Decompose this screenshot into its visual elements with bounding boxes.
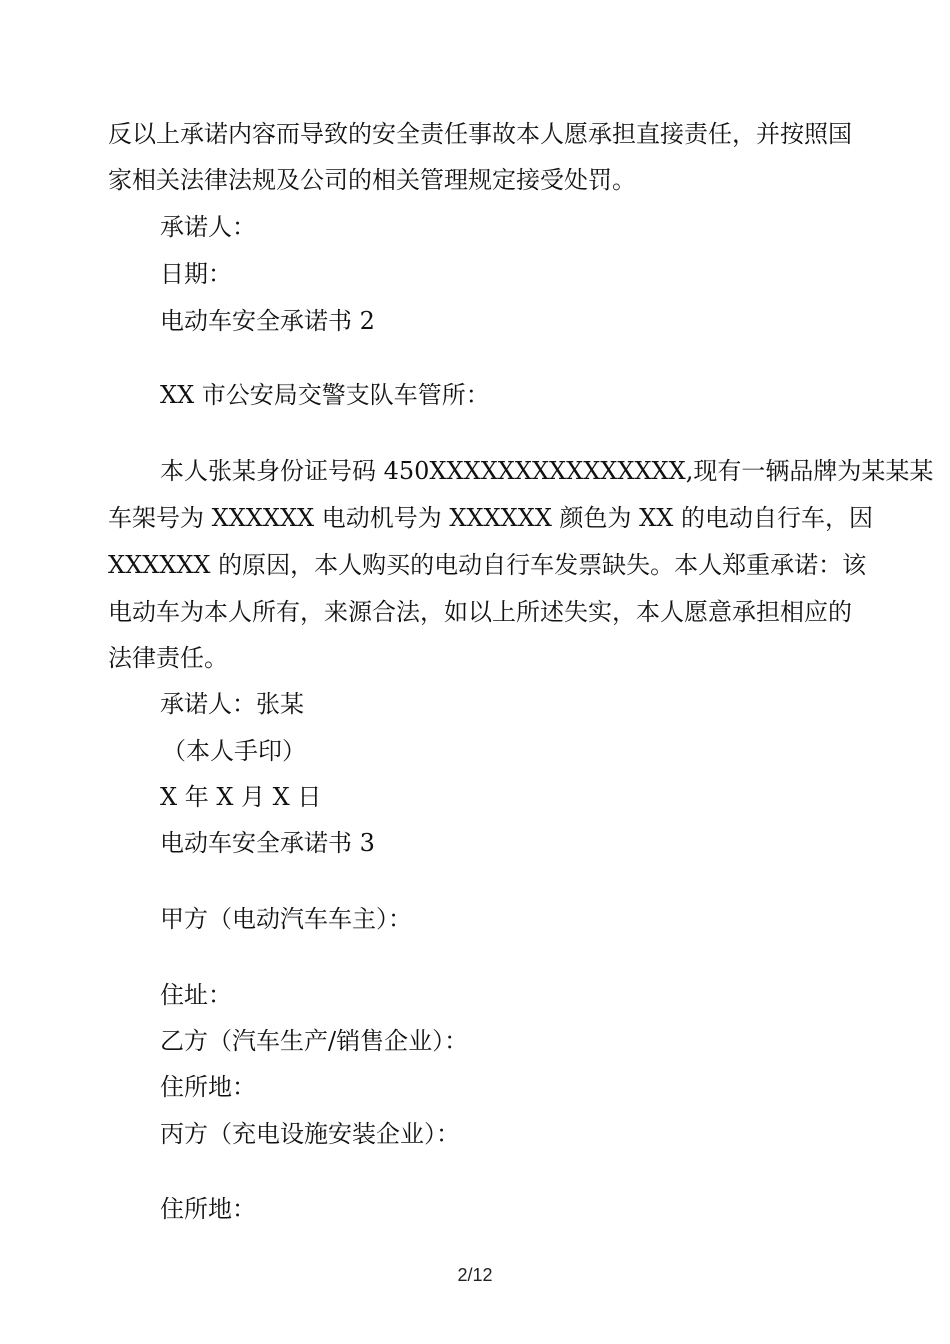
paragraph-line: 法律责任。	[108, 644, 228, 672]
paragraph-line: 家相关法律法规及公司的相关管理规定接受处罚。	[108, 166, 636, 194]
promisor-label: 承诺人：	[160, 213, 256, 241]
fingerprint-note: （本人手印）	[162, 737, 306, 765]
page-number: 2/12	[457, 1265, 493, 1285]
party-a-label: 甲方（电动汽车车主）：	[160, 905, 412, 933]
party-a-address-label: 住址：	[160, 981, 232, 1009]
paragraph-line: 本人张某身份证号码 450XXXXXXXXXXXXXXX,现有一辆品牌为某某某	[160, 457, 934, 485]
section-title: 电动车安全承诺书 2	[160, 307, 375, 335]
party-b-label: 乙方（汽车生产/销售企业）：	[160, 1027, 469, 1055]
date-label: 日期：	[160, 260, 232, 288]
paragraph-line: 电动车为本人所有，来源合法，如以上所述失实，本人愿意承担相应的	[108, 598, 852, 626]
paragraph-line: 车架号为 XXXXXX 电动机号为 XXXXXX 颜色为 XX 的电动自行车，因	[108, 504, 873, 532]
party-c-address-label: 住所地：	[160, 1195, 256, 1223]
paragraph-line: 反以上承诺内容而导致的安全责任事故本人愿承担直接责任，并按照国	[108, 120, 852, 148]
section-title: 电动车安全承诺书 3	[160, 829, 375, 857]
addressee: XX 市公安局交警支队车管所：	[160, 381, 490, 409]
promisor-signature: 承诺人：张某	[160, 690, 304, 718]
party-b-address-label: 住所地：	[160, 1073, 256, 1101]
paragraph-line: XXXXXX 的原因，本人购买的电动自行车发票缺失。本人郑重承诺：该	[108, 551, 867, 579]
party-c-label: 丙方（充电设施安装企业）：	[160, 1120, 460, 1148]
signature-date: X 年 X 月 X 日	[160, 783, 322, 811]
